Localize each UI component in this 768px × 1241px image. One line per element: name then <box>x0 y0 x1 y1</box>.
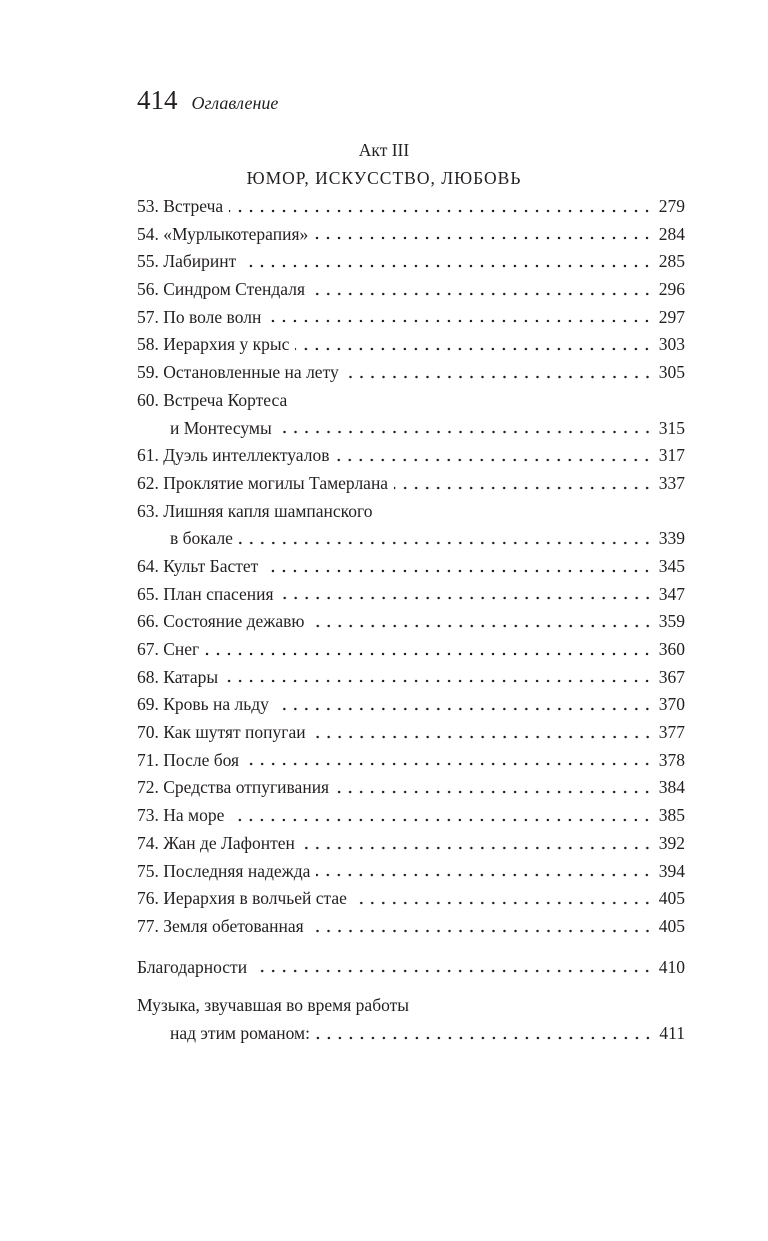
dot-leader <box>239 525 653 553</box>
entry-title: 55. Лабиринт <box>137 251 237 272</box>
dot-leader <box>242 248 652 276</box>
toc-entry-line <box>137 304 685 332</box>
entry-page: 370 <box>658 694 685 715</box>
dot-leader <box>245 747 653 775</box>
dot-leader <box>335 442 652 470</box>
dot-leader <box>229 193 653 221</box>
entry-title: 59. Остановленные на лету <box>137 362 339 383</box>
entry-title: 71. После боя <box>137 749 240 770</box>
toc-entry-line <box>137 954 685 982</box>
entry-title: 73. На море <box>137 805 225 826</box>
entry-page: 360 <box>658 639 685 659</box>
table-of-contents <box>137 193 685 1048</box>
entry-title: 77. Земля обетованная <box>137 915 304 936</box>
toc-entry-line <box>137 802 685 830</box>
toc-entry-line <box>137 913 685 941</box>
entry-title: 67. Снег <box>137 639 200 659</box>
toc-entry-line <box>137 498 685 526</box>
entry-title: 62. Проклятие могилы Тамерлана <box>137 472 389 493</box>
entry-title: 63. Лишняя капля шампанского <box>137 500 373 521</box>
entry-page: 384 <box>658 777 685 798</box>
page-number: 414 <box>137 85 178 115</box>
entry-title: 69. Кровь на льду <box>137 694 269 715</box>
running-header <box>137 82 278 121</box>
entry-title: 53. Встреча <box>137 196 224 216</box>
entry-title: 76. Иерархия в волчьей стае <box>137 888 347 909</box>
entry-page: 385 <box>658 805 685 826</box>
entry-title: 56. Синдром Стендаля <box>137 279 306 300</box>
entry-page: 367 <box>658 666 685 687</box>
section-title: Оглавление <box>191 93 279 113</box>
toc-entry-line <box>137 442 685 470</box>
dot-leader <box>205 636 653 664</box>
entry-page: 285 <box>658 251 685 272</box>
entry-title: 68. Катары <box>137 666 219 687</box>
toc-entry-line <box>137 470 685 498</box>
entry-page: 339 <box>658 528 685 549</box>
dot-leader <box>311 608 653 636</box>
entry-page: 378 <box>658 749 685 770</box>
entry-title: 57. По воле волн <box>137 306 262 327</box>
entry-title: 54. «Мурлыкотерапия» <box>137 223 309 244</box>
dot-leader <box>316 1020 653 1048</box>
toc-entry-line <box>137 608 685 636</box>
dot-leader <box>278 415 653 443</box>
toc-entry-line <box>137 885 685 913</box>
act-title: ЮМОР, ИСКУССТВО, ЛЮБОВЬ <box>246 168 522 188</box>
entry-page: 392 <box>658 832 685 853</box>
entry-page: 317 <box>658 445 685 466</box>
entry-title: 65. План спасения <box>137 583 274 604</box>
toc-entry-line <box>137 193 685 221</box>
toc-entry-line <box>137 553 685 581</box>
entry-page: 411 <box>659 1022 685 1043</box>
dot-leader <box>253 954 653 982</box>
entry-title: и Монтесумы <box>170 417 272 438</box>
dot-leader <box>230 802 652 830</box>
dot-leader <box>312 719 653 747</box>
toc-entry-line <box>137 359 685 387</box>
toc-entry-line <box>137 221 685 249</box>
entry-page: 305 <box>658 362 685 383</box>
dot-leader <box>394 470 653 498</box>
entry-page: 296 <box>658 279 685 300</box>
entry-page: 410 <box>658 956 685 977</box>
toc-entry-line <box>137 525 685 553</box>
toc-entry-line <box>137 719 685 747</box>
dot-leader <box>345 359 653 387</box>
toc-entry-line <box>137 581 685 609</box>
toc-entry-line <box>137 1020 685 1048</box>
dot-leader <box>275 691 653 719</box>
entry-page: 359 <box>658 611 685 632</box>
dot-leader <box>224 664 653 692</box>
entry-title: 64. Культ Бастет <box>137 555 259 576</box>
toc-entry-line <box>137 830 685 858</box>
entry-title: 70. Как шутят попугаи <box>137 722 306 743</box>
entry-title: 75. Последняя надежда <box>137 860 311 881</box>
toc-entry-line <box>137 636 685 664</box>
dot-leader <box>295 331 652 359</box>
toc-entry-line <box>137 992 685 1020</box>
dot-leader <box>280 581 653 609</box>
entry-page: 405 <box>658 888 685 909</box>
entry-page: 279 <box>658 196 685 216</box>
entry-title: 74. Жан де Лафонтен <box>137 832 295 853</box>
entry-page: 345 <box>658 555 685 576</box>
dot-leader <box>310 913 653 941</box>
entry-title: 66. Состояние дежавю <box>137 611 305 632</box>
entry-page: 303 <box>658 334 685 355</box>
dot-leader <box>264 553 652 581</box>
toc-entry-line <box>137 691 685 719</box>
entry-page: 284 <box>658 223 685 244</box>
entry-page: 394 <box>658 860 685 881</box>
dot-leader <box>267 304 652 332</box>
toc-entry-line <box>137 858 685 886</box>
dot-leader <box>314 221 653 249</box>
dot-leader <box>301 830 653 858</box>
entry-page: 347 <box>658 583 685 604</box>
entry-title: 58. Иерархия у крыс <box>137 334 290 355</box>
toc-entry-line <box>137 387 685 415</box>
dot-leader <box>353 885 653 913</box>
toc-entry-line <box>137 774 685 802</box>
entry-title: в бокале <box>170 528 233 549</box>
toc-entry-line <box>137 664 685 692</box>
toc-entry-line <box>137 331 685 359</box>
toc-entry-line <box>137 248 685 276</box>
dot-leader <box>316 858 652 886</box>
entry-page: 337 <box>658 472 685 493</box>
entry-page: 405 <box>658 915 685 936</box>
entry-page: 377 <box>658 722 685 743</box>
entry-title: 72. Средства отпугивания <box>137 777 330 798</box>
entry-title: 61. Дуэль интеллектуалов <box>137 445 330 466</box>
entry-title: Музыка, звучавшая во время работы <box>137 995 410 1016</box>
entry-page: 315 <box>658 417 685 438</box>
act-label: Акт III <box>358 140 410 160</box>
dot-leader <box>335 774 653 802</box>
toc-entry-line <box>137 415 685 443</box>
entry-title: над этим романом: <box>170 1022 310 1043</box>
toc-entry-line <box>137 276 685 304</box>
entry-title: 60. Встреча Кортеса <box>137 389 288 410</box>
entry-title: Благодарности <box>137 956 248 977</box>
entry-page: 297 <box>658 306 685 327</box>
toc-entry-line <box>137 747 685 775</box>
dot-leader <box>311 276 653 304</box>
